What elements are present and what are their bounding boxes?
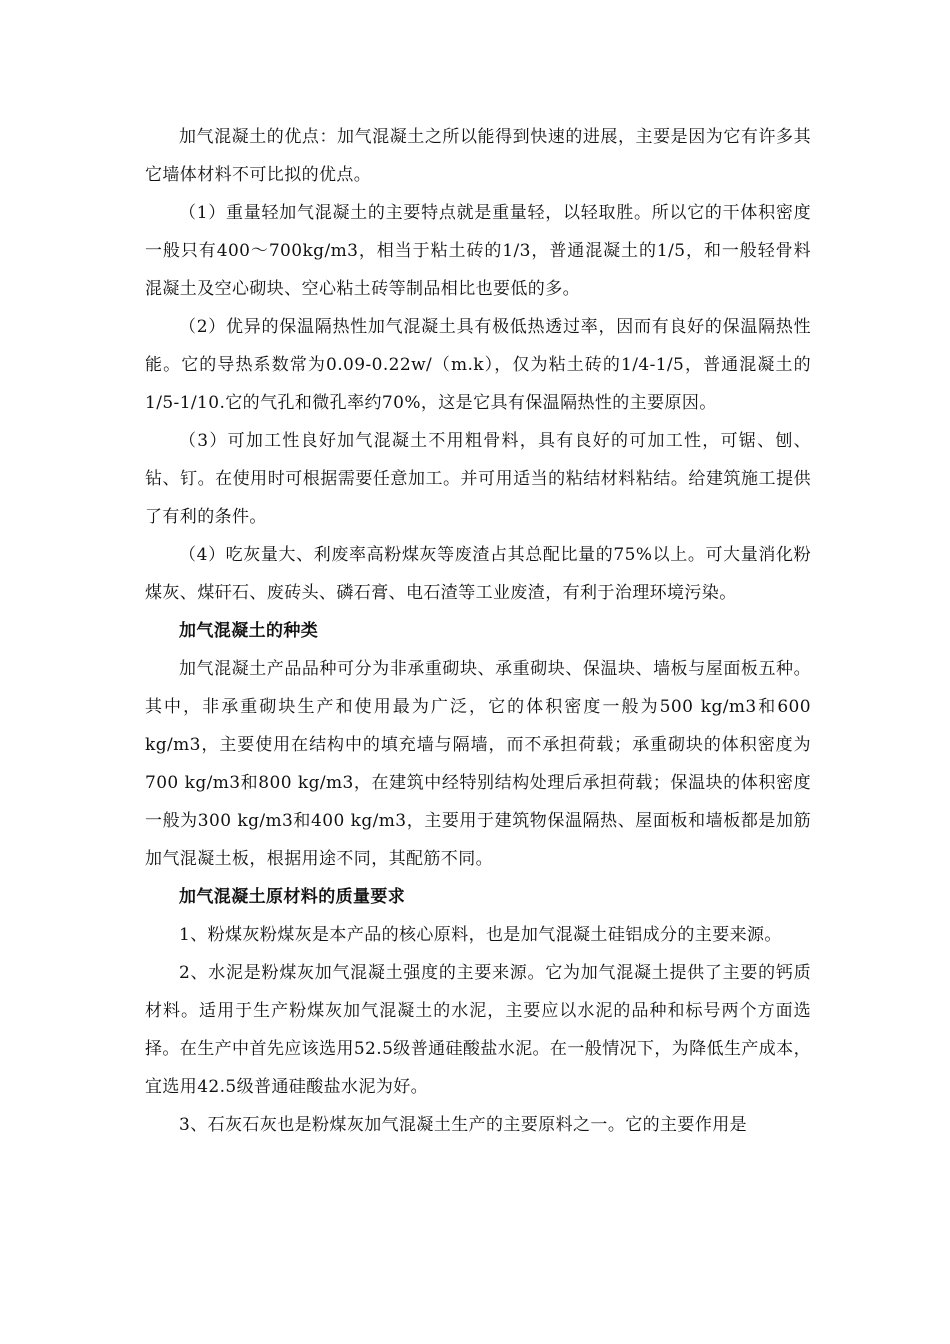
paragraph-lime: 3、石灰石灰也是粉煤灰加气混凝土生产的主要原料之一。它的主要作用是 [179, 1115, 748, 1135]
paragraph-workability: （3）可加工性良好加气混凝土不用粗骨料，具有良好的可加工性，可锯、刨、钻、钉。在使用时可根据需要任意加工。并可用适当的粘结材料粘结。给建筑施工提供了有利的条件。 [145, 431, 811, 527]
document-page [145, 118, 811, 1144]
paragraph-light-weight: （1）重量轻加气混凝土的主要特点就是重量轻，以轻取胜。所以它的干体积密度一般只有400～700kg/m3，相当于粘土砖的1/3，普通混凝土的1/5，和一般轻骨料混凝土及空心砌块、空心粘土砖等制品相比也要低的多。 [145, 203, 811, 299]
paragraph-advantages-intro: 加气混凝土的优点：加气混凝土之所以能得到快速的进展，主要是因为它有许多其它墙体材料不可比拟的优点。 [145, 127, 811, 185]
paragraph-cement: 2、水泥是粉煤灰加气混凝土强度的主要来源。它为加气混凝土提供了主要的钙质材料。适用于生产粉煤灰加气混凝土的水泥，主要应以水泥的品种和标号两个方面选择。在生产中首先应该选用52.5级普通硅酸盐水泥。在一般情况下，为降低生产成本，宜选用42.5级普通硅酸盐水泥为好。 [145, 963, 811, 1097]
paragraph-fly-ash: 1、粉煤灰粉煤灰是本产品的核心原料，也是加气混凝土硅铝成分的主要来源。 [179, 925, 782, 945]
paragraph-insulation: （2）优异的保温隔热性加气混凝土具有极低热透过率，因而有良好的保温隔热性能。它的导热系数常为0.09-0.22w/（m.k），仅为粘土砖的1/4-1/5，普通混凝土的1/5-1/10.它的气孔和微孔率约70%，这是它具有保温隔热性的主要原因。 [145, 317, 811, 413]
heading-raw-material-quality: 加气混凝土原材料的质量要求 [179, 887, 406, 907]
paragraph-product-types: 加气混凝土产品品种可分为非承重砌块、承重砌块、保温块、墙板与屋面板五种。其中，非承重砌块生产和使用最为广泛，它的体积密度一般为500 kg/m3和600 kg/m3，主要使用在结构中的填充墙与隔墙，而不承担荷载；承重砌块的体积密度为700 kg/m3和800 kg/m3，在建筑中经特别结构处理后承担荷载；保温块的体积密度一般为300 kg/m3和400 kg/m3，主要用于建筑物保温隔热、屋面板和墙板都是加筋加气混凝土板，根据用途不同，其配筋不同。 [145, 659, 811, 869]
heading-types: 加气混凝土的种类 [179, 621, 319, 641]
paragraph-waste-utilization: （4）吃灰量大、利废率高粉煤灰等废渣占其总配比量的75%以上。可大量消化粉煤灰、煤矸石、废砖头、磷石膏、电石渣等工业废渣，有利于治理环境污染。 [145, 545, 811, 603]
